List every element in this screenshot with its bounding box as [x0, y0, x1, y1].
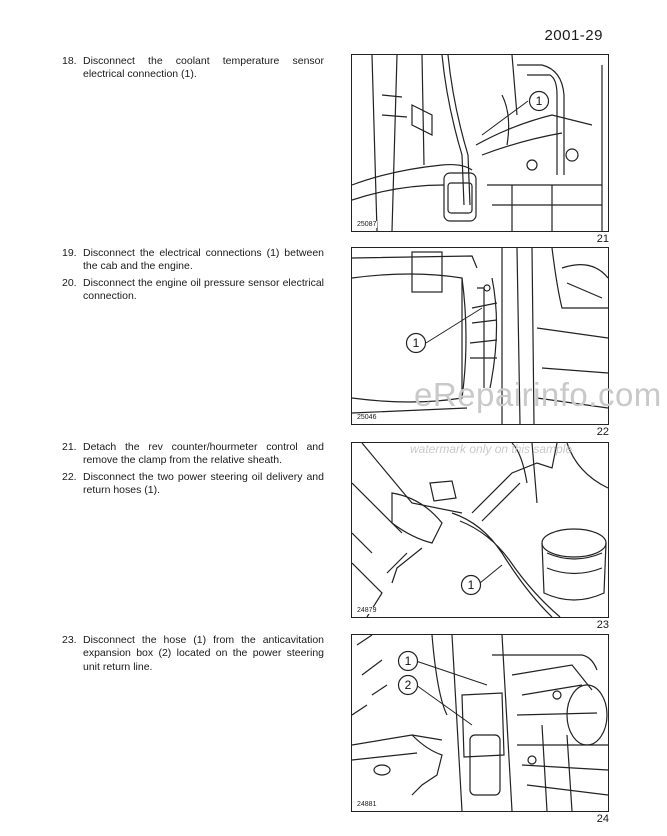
figure-id: 25046: [357, 414, 377, 421]
step-text: Disconnect the engine oil pressure sensor electrical connection.: [83, 276, 324, 303]
figure-23-illustration: [352, 443, 608, 617]
figure-id: 25087: [357, 221, 377, 228]
step-18: [62, 55, 324, 82]
figure-id: 24881: [357, 801, 377, 808]
steps-group-2: [62, 247, 324, 307]
step-22: [62, 471, 324, 498]
steps-group-1: [62, 55, 324, 85]
step-23: [62, 634, 324, 674]
step-number: 23.: [62, 634, 77, 646]
steps-group-4: [62, 634, 324, 677]
step-number: 20.: [62, 276, 77, 289]
step-21: [62, 441, 324, 468]
figure-caption-21: 21: [596, 233, 609, 245]
figure-caption-23: 23: [596, 619, 609, 631]
page-number: 2001-29: [544, 27, 603, 44]
callout-1: 1: [412, 336, 420, 350]
step-text: Disconnect the coolant temperature sensor electrical connection (1).: [83, 55, 324, 81]
figure-caption-24: 24: [596, 813, 609, 825]
step-text: Disconnect the electrical connections (1) between the cab and the engine.: [83, 247, 324, 273]
step-text: Disconnect the two power steering oil delivery and return hoses (1).: [83, 470, 324, 497]
figure-id: 24879: [357, 607, 377, 614]
step-19: [62, 247, 324, 274]
figure-21-illustration: [352, 55, 608, 231]
callout-1: 1: [467, 578, 475, 592]
figure-24-illustration: [352, 635, 608, 811]
figure-caption-22: 22: [596, 426, 609, 438]
step-number: 18.: [62, 55, 77, 67]
step-number: 19.: [62, 247, 77, 259]
step-text: Detach the rev counter/hourmeter control and remove the clamp from the relative sheath.: [83, 441, 324, 467]
figure-23: [351, 442, 609, 618]
step-number: 22.: [62, 470, 77, 483]
watermark-subtext: watermark only on this sample: [410, 442, 573, 456]
figure-21: [351, 54, 609, 232]
steps-group-3: [62, 441, 324, 501]
step-text: Disconnect the hose (1) from the anticavitation expansion box (2) located on the power steering unit return line.: [83, 634, 324, 673]
watermark-text: eRepairinfo.com: [414, 376, 662, 413]
step-number: 21.: [62, 441, 77, 453]
callout-1: 1: [404, 654, 412, 668]
callout-1: 1: [535, 94, 543, 108]
figure-24: [351, 634, 609, 812]
step-20: [62, 277, 324, 304]
callout-2: 2: [404, 678, 412, 692]
